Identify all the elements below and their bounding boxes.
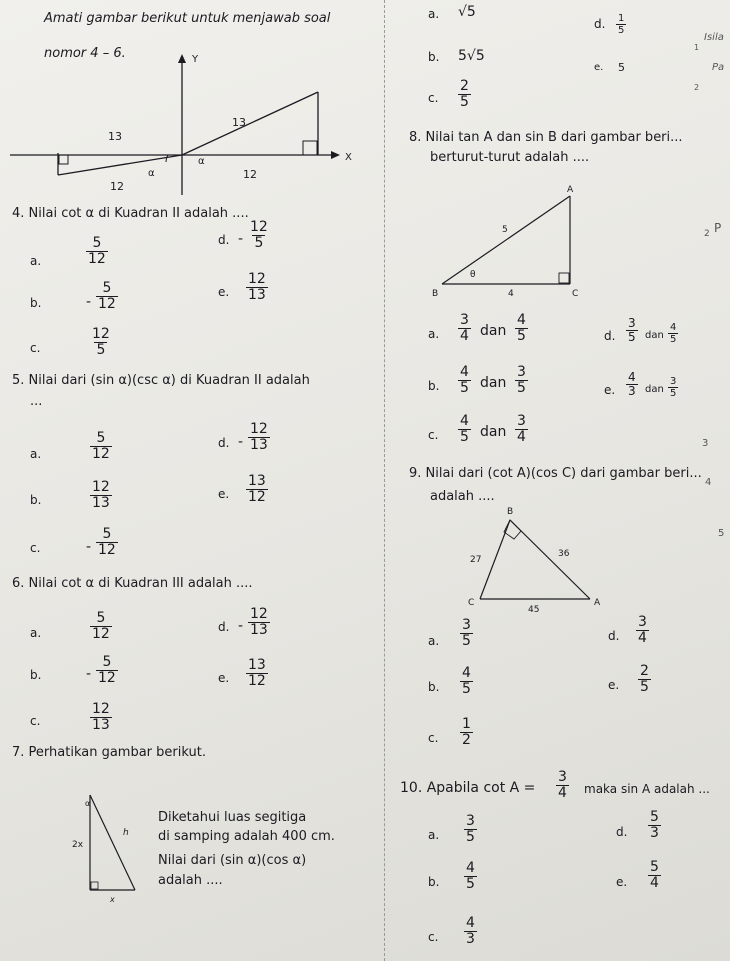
q5-e-num: 13 [248, 473, 266, 489]
q6-d-sign: - [238, 618, 244, 634]
q6-c-num: 12 [92, 701, 110, 717]
q10-question-den: 4 [558, 785, 567, 801]
q5-b-num: 12 [92, 479, 110, 495]
q4-a-fraction [86, 236, 108, 267]
q9-question-cont: adalah .... [430, 489, 495, 504]
q7-base-label: x [110, 895, 115, 904]
q5-d-sign: - [238, 434, 244, 450]
q8-b-n1: 4 [460, 364, 469, 380]
q3-d-num: 1 [618, 13, 625, 24]
quadrant-figure [0, 50, 370, 200]
q7-question: 7. Perhatikan gambar berikut. [12, 745, 206, 760]
q8-c-frac1 [458, 414, 471, 445]
q5-e-den: 12 [248, 489, 266, 505]
q4-b-letter: b. [30, 296, 42, 310]
q8-question-cont: berturut-turut adalah .... [430, 150, 590, 165]
q5-d-letter: d. [218, 436, 230, 450]
q3-a-text: √5 [458, 4, 476, 20]
q8-triangle-figure [430, 182, 600, 302]
q9-b-letter: b. [428, 680, 440, 694]
q10-c-num: 4 [466, 915, 475, 931]
q5-c-fraction [96, 527, 118, 558]
q9-vertex-a: A [594, 598, 601, 608]
q6-c-den: 13 [92, 717, 110, 733]
q8-c-n2: 3 [517, 413, 526, 429]
q4-e-letter: e. [218, 285, 230, 299]
q3-b-letter: b. [428, 50, 440, 64]
q9-b-fraction [460, 666, 473, 697]
angle-right-label: α [198, 156, 205, 167]
q10-a-fraction [464, 814, 477, 845]
q8-a-letter: a. [428, 327, 440, 341]
right-angle-mark-right [303, 141, 317, 155]
q4-c-den: 5 [96, 342, 106, 358]
q4-c-letter: c. [30, 341, 41, 355]
q9-b-den: 5 [462, 681, 471, 697]
q8-e-frac1 [626, 371, 638, 398]
q5-d-num: 12 [250, 421, 268, 437]
q10-c-den: 3 [466, 931, 475, 947]
q6-c-letter: c. [30, 714, 41, 728]
q10-d-letter: d. [616, 825, 628, 839]
q10-e-den: 4 [650, 875, 659, 891]
q8-b-frac1 [458, 365, 471, 396]
q6-d-den: 13 [250, 622, 268, 638]
q6-e-letter: e. [218, 671, 230, 685]
q3-c-fraction [458, 79, 471, 110]
q10-d-fraction [648, 810, 661, 841]
q4-a-letter: a. [30, 254, 42, 268]
q8-b-letter: b. [428, 379, 440, 393]
q9-a-fraction [460, 618, 473, 649]
q6-question: 6. Nilai cot α di Kuadran III adalah .... [12, 576, 253, 591]
q9-a-num: 3 [462, 617, 471, 633]
q7-desc-1: Diketahui luas segitiga [158, 810, 307, 825]
edge-number-2: 2 [694, 83, 700, 92]
q5-c-sign: - [86, 539, 92, 555]
q4-e-num: 12 [248, 271, 266, 287]
q8-e-n2: 3 [670, 376, 677, 387]
q8-c-letter: c. [428, 428, 439, 442]
q4-e-fraction [246, 272, 268, 303]
intro-line-1: Amati gambar berikut untuk menjawab soal [44, 11, 331, 26]
q10-d-den: 3 [650, 825, 659, 841]
q8-d-letter: d. [604, 329, 616, 343]
q9-b-num: 4 [462, 665, 471, 681]
q5-b-den: 13 [92, 495, 110, 511]
q9-d-num: 3 [638, 614, 647, 630]
q5-question-cont: ... [30, 394, 43, 409]
q8-d-frac2 [668, 322, 678, 345]
q4-b-den: 12 [98, 296, 116, 312]
base-left-label: 12 [110, 180, 124, 193]
edge-text-p: P [714, 221, 722, 235]
q3-d-fraction [616, 13, 626, 36]
edge-number-2b: 2 [704, 229, 710, 239]
q7-angle-label: α [85, 799, 91, 808]
q5-b-fraction [90, 480, 112, 511]
q8-vertex-b: B [432, 289, 439, 299]
q6-d-letter: d. [218, 620, 230, 634]
q7-desc-2: di samping adalah 400 cm. [158, 829, 335, 844]
q10-question-post: maka sin A adalah ... [584, 782, 710, 796]
q4-d-fraction [248, 220, 270, 251]
q8-b-d2: 5 [517, 380, 526, 396]
q8-b-d1: 5 [460, 380, 469, 396]
q8-d-d2: 5 [670, 334, 677, 345]
q7-right-angle [91, 882, 98, 889]
q8-a-n1: 3 [460, 312, 469, 328]
angle-left-label: α [148, 168, 155, 179]
q8-e-frac2 [668, 376, 678, 399]
q5-e-fraction [246, 474, 268, 505]
q10-a-den: 5 [466, 829, 475, 845]
y-axis-label: Y [192, 54, 199, 65]
edge-text-isila: Isila [704, 32, 724, 43]
q3-c-letter: c. [428, 91, 439, 105]
q8-a-d2: 5 [517, 328, 526, 344]
q8-base-label: 4 [508, 289, 514, 299]
q3-c-num: 2 [460, 78, 469, 94]
q8-hyp-side [442, 196, 570, 284]
q8-e-dan: dan [645, 384, 664, 395]
q8-b-frac2 [515, 365, 528, 396]
intro-line-2: nomor 4 – 6. [44, 46, 126, 61]
q5-a-den: 12 [92, 446, 110, 462]
q8-c-dan: dan [480, 424, 507, 440]
edge-number-3: 3 [702, 438, 709, 449]
q9-e-fraction [638, 664, 651, 695]
q8-d-n1: 3 [628, 316, 636, 330]
q5-e-letter: e. [218, 487, 230, 501]
q4-e-den: 13 [248, 287, 266, 303]
edge-number-1: 1 [694, 43, 700, 52]
q6-a-fraction [90, 611, 112, 642]
q3-d-letter: d. [594, 17, 606, 31]
x-axis-arrow [331, 151, 340, 159]
q7-desc-4: adalah .... [158, 873, 223, 888]
q4-d-letter: d. [218, 233, 230, 247]
column-divider [384, 0, 385, 961]
q9-right-side [510, 520, 590, 599]
q4-b-sign: - [86, 294, 92, 310]
q8-d-dan: dan [645, 330, 664, 341]
q8-b-n2: 3 [517, 364, 526, 380]
q6-e-den: 12 [248, 673, 266, 689]
q8-a-dan: dan [480, 323, 507, 339]
edge-number-4: 4 [705, 477, 712, 488]
q4-a-num: 5 [92, 235, 102, 251]
q7-hyp-label: h [123, 828, 129, 838]
q8-a-d1: 4 [460, 328, 469, 344]
q8-hyp-label: 5 [502, 225, 508, 235]
q9-c-den: 2 [462, 732, 471, 748]
q4-c-fraction [90, 327, 112, 358]
q10-b-letter: b. [428, 875, 440, 889]
q9-base-label: 45 [528, 605, 540, 615]
q4-b-fraction [96, 281, 118, 312]
q9-e-den: 5 [640, 679, 649, 695]
q10-d-num: 5 [650, 809, 659, 825]
q10-question-pre: 10. Apabila cot A = [400, 780, 536, 796]
q8-d-n2: 4 [670, 322, 677, 333]
q9-right-label: 36 [558, 549, 570, 559]
q3-c-den: 5 [460, 94, 469, 110]
edge-number-5: 5 [718, 528, 725, 539]
q8-c-d1: 5 [460, 429, 469, 445]
q8-c-frac2 [515, 414, 528, 445]
q9-left-side [480, 520, 510, 599]
q6-b-sign: - [86, 666, 92, 682]
q8-right-angle [559, 273, 569, 283]
q7-desc-3: Nilai dari (sin α)(cos α) [158, 853, 307, 868]
q4-a-den: 12 [88, 251, 106, 267]
q6-d-fraction [248, 607, 270, 638]
q8-e-letter: e. [604, 383, 616, 397]
q6-b-fraction [96, 655, 118, 686]
q4-d-num: 12 [250, 219, 268, 235]
q8-d-frac1 [626, 317, 638, 344]
q9-c-fraction [460, 717, 473, 748]
q4-b-num: 5 [102, 280, 112, 296]
edge-text-pa: Pa [712, 62, 725, 73]
q5-d-fraction [248, 422, 270, 453]
q10-a-letter: a. [428, 828, 440, 842]
q10-e-num: 5 [650, 859, 659, 875]
q10-a-num: 3 [466, 813, 475, 829]
q9-a-letter: a. [428, 634, 440, 648]
q5-question: 5. Nilai dari (sin α)(csc α) di Kuadran II adalah [12, 373, 310, 388]
q8-e-d2: 5 [670, 388, 677, 399]
q7-hyp-side [90, 795, 135, 890]
q9-e-letter: e. [608, 678, 620, 692]
q3-b-text: 5√5 [458, 48, 485, 64]
q6-b-letter: b. [30, 668, 42, 682]
q6-e-fraction [246, 658, 268, 689]
q8-c-d2: 4 [517, 429, 526, 445]
q3-e-letter: e. [594, 62, 604, 73]
hypotenuse-left [58, 155, 182, 175]
q5-c-den: 12 [98, 542, 116, 558]
hyp-right-label: 13 [232, 116, 246, 129]
q4-d-sign: - [238, 231, 244, 247]
q8-question: 8. Nilai tan A dan sin B dari gambar beri... [409, 130, 683, 145]
q8-a-frac1 [458, 313, 471, 344]
q9-e-num: 2 [640, 663, 649, 679]
q9-vertex-c: C [468, 598, 475, 608]
q8-d-d1: 5 [628, 330, 636, 344]
q8-c-n1: 4 [460, 413, 469, 429]
q6-a-num: 5 [96, 610, 106, 626]
q9-c-letter: c. [428, 731, 439, 745]
q6-b-den: 12 [98, 670, 116, 686]
q3-d-den: 5 [618, 25, 625, 36]
q10-question-num: 3 [558, 769, 567, 785]
q3-a-letter: a. [428, 7, 440, 21]
q6-b-num: 5 [102, 654, 112, 670]
x-axis-label: X [345, 152, 352, 163]
base-right-label: 12 [243, 168, 257, 181]
q5-a-letter: a. [30, 447, 42, 461]
q8-angle-label: θ [470, 270, 476, 280]
hyp-left-label: 13 [108, 130, 122, 143]
q4-question: 4. Nilai cot α di Kuadran II adalah .... [12, 206, 249, 221]
q5-b-letter: b. [30, 493, 42, 507]
q10-e-fraction [648, 860, 661, 891]
q10-c-letter: c. [428, 930, 439, 944]
q8-a-frac2 [515, 313, 528, 344]
q10-b-den: 5 [466, 876, 475, 892]
q10-question-fraction [556, 770, 569, 801]
q5-a-fraction [90, 431, 112, 462]
q8-b-dan: dan [480, 375, 507, 391]
q7-left-label: 2x [72, 840, 84, 850]
q9-triangle-figure [450, 504, 620, 614]
angle-arc [166, 155, 168, 162]
q6-c-fraction [90, 702, 112, 733]
q6-d-num: 12 [250, 606, 268, 622]
q9-question: 9. Nilai dari (cot A)(cos C) dari gambar beri... [409, 466, 702, 481]
q9-c-num: 1 [462, 716, 471, 732]
q9-d-den: 4 [638, 630, 647, 646]
q6-a-den: 12 [92, 626, 110, 642]
q5-a-num: 5 [96, 430, 106, 446]
q8-e-d1: 3 [628, 384, 636, 398]
q4-c-num: 12 [92, 326, 110, 342]
q8-vertex-c: C [572, 289, 579, 299]
q8-vertex-a: A [567, 185, 574, 195]
q4-d-den: 5 [254, 235, 264, 251]
q8-e-n1: 4 [628, 370, 636, 384]
y-axis-arrow [178, 54, 186, 63]
q5-d-den: 13 [250, 437, 268, 453]
q5-c-num: 5 [102, 526, 112, 542]
q8-a-n2: 4 [517, 312, 526, 328]
q9-d-fraction [636, 615, 649, 646]
q6-e-num: 13 [248, 657, 266, 673]
q9-a-den: 5 [462, 633, 471, 649]
q6-a-letter: a. [30, 626, 42, 640]
right-angle-mark-left [59, 155, 68, 164]
q3-e-text: 5 [618, 61, 625, 74]
q10-b-fraction [464, 861, 477, 892]
q9-left-label: 27 [470, 555, 482, 565]
q10-c-fraction [464, 916, 477, 947]
q10-b-num: 4 [466, 860, 475, 876]
q9-d-letter: d. [608, 629, 620, 643]
q9-vertex-b: B [507, 507, 514, 517]
q5-c-letter: c. [30, 541, 41, 555]
q10-e-letter: e. [616, 875, 628, 889]
hypotenuse-right [182, 92, 318, 155]
